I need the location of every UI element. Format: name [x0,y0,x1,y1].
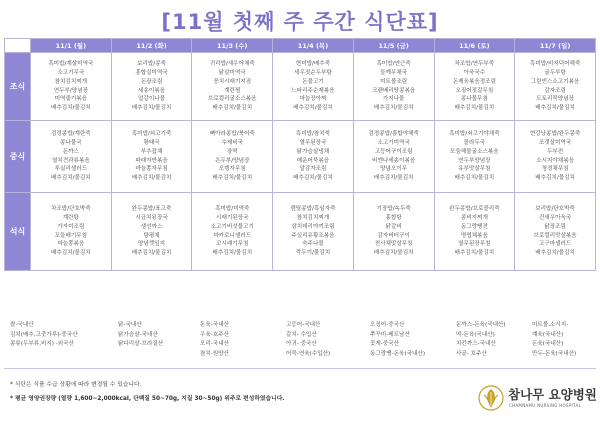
origin-line: 고등어-국내산 [286,322,321,328]
menu-item: 흑미밥/쇠고기야채죽 [449,130,500,137]
origin-line: 참치-원양산 [200,350,230,357]
menu-item: 보리밥/단호박죽 [535,205,575,212]
menu-item: 깍두기/물김치 [295,250,331,257]
menu-item: 배추김치/물김치 [535,105,575,112]
menu-item: 주실리유황조볶음 [291,232,335,239]
menu-item: 배추김치/물김치 [50,175,91,182]
menu-item: 두부전 [547,148,564,155]
menu-item: 얼갈이나물 [138,96,166,103]
menu-cell [515,121,596,193]
menu-item: 배추김치/물김치 [212,250,253,257]
menu-item: 마늘장아찌 [299,96,327,103]
menu-item: 흑미밥/계살미역국 [48,60,94,67]
menu-item: 천사채맛살무침 [374,241,413,248]
origin-line: 우육-호주산 [200,331,230,338]
menu-item: 배추김치/물김치 [293,175,333,182]
menu-item: 모둠해물굴소스볶음 [450,148,499,155]
menu-item: 열치견과류볶음 [51,157,90,164]
menu-item: 삼치데리야끼조림 [291,223,335,230]
menu-item: 검정콩밥/계란죽 [50,130,91,137]
menu-cell [353,53,434,121]
menu-item: 배추김치/물김치 [373,250,414,257]
menu-item: 검정콩밥/흥합야채죽 [368,130,419,137]
meal-row [5,193,596,271]
menu-item: 매운어묵볶음 [296,157,330,164]
menu-item: 흑미밥/연근죽 [376,60,411,67]
origin-line: 미트볼,소시지- [532,322,569,328]
menu-cell [192,53,273,121]
menu-item: 배추김치/물김치 [50,250,91,257]
menu-item: 완두콩밥/브로콜리죽 [449,205,500,212]
menu-item: 배추김치/물김치 [212,175,253,182]
menu-item: 흑미밥/참치죽 [295,130,331,137]
menu-item: 열무된장무침 [458,241,491,248]
menu-cell [192,193,273,271]
origin-line: 쌀-국내산 [10,322,34,328]
menu-item: 꼬들배기무침 [54,232,88,239]
menu-item: 도토리묵양념장 [536,96,575,103]
menu-item: 숙주나물 [302,241,324,248]
title-area [0,6,600,36]
menu-item: 닭장조림 [544,223,566,230]
menu-item: 고구마샐러드 [538,241,572,248]
menu-item: 청경채무침 [541,166,569,173]
menu-item: 소고기미역국 [377,139,410,146]
menu-item: 동그랑땡전 [460,223,488,230]
menu-cell [111,53,192,121]
menu-item: 파래자반볶음 [135,157,168,164]
meal-row [5,121,596,193]
menu-item: 흑미밥/비지덕어해죽 [529,60,581,67]
menu-item: 배추김치/물김치 [535,250,575,257]
origin-line: 아귀- 중국산 [286,341,317,348]
menu-item: 배추김치/물김치 [454,250,495,257]
menu-item: 닭갈비 [385,223,402,230]
day-header: 11/5 (금) [353,39,434,53]
menu-item: 배추김치/물김치 [454,105,495,112]
origin-column [10,321,78,350]
menu-cell [31,193,112,271]
meal-label: 조식 [5,53,31,121]
origin-line: 오리-국내산 [200,341,230,348]
menu-item: 콜라두국 [463,139,486,146]
origin-column [200,321,229,359]
menu-item: 생선까스 [140,223,163,230]
menu-item: 오뎅자무침 [218,166,246,173]
origin-line: 동그랑땡-돈육(국내산) [370,350,426,357]
menu-item: 홍합탕 [385,214,402,221]
meal-label: 석식 [5,193,31,271]
menu-item: 유부맛살무침 [458,166,491,173]
menu-item: 명엽채볶음 [460,232,488,239]
menu-item: 참치김치찌개 [54,78,88,85]
menu-cell [273,121,354,193]
origin-line: 계육(국내산) [532,331,564,338]
origin-line: 떡-돈육(국내산) [456,331,495,338]
origin-line: 콩류(두부류,비지) -외국산 [10,341,74,348]
menu-item: 꼬시래기무침 [216,241,249,248]
menu-item: 배추김치/물김치 [373,105,414,112]
day-header: 11/2 (화) [111,39,192,53]
menu-item: 열무된장국 [299,139,327,146]
menu-cell [111,193,192,271]
menu-item: 배추김치/물김치 [535,175,575,182]
menu-item: 돈까스 [62,148,79,155]
menu-item: 기장밥/녹두죽 [376,205,411,212]
menu-cell [353,193,434,271]
origin-line: 닭가슴살-국내산 [118,331,158,338]
origin-line: 꽃게-중국산 [370,341,400,348]
menu-item: 배추김치/물김치 [454,175,495,182]
menu-item: 콩비지찌개 [460,214,488,221]
menu-item: 차조밥/연두부죽 [454,60,495,67]
menu-cell [192,121,273,193]
menu-item: 마카로니샐러드 [213,232,252,239]
menu-item: 가자미조림 [57,223,85,230]
origin-line: 갈치- 수입산 [286,331,317,338]
menu-item: 콩나물국 [60,139,82,146]
origin-line: 돈까스-돈육(국내산) [456,322,506,328]
menu-item: 건새우아욱국 [538,214,572,221]
menu-item: 크랜베리땅콩볶음 [372,87,416,94]
menu-item: 시금치된장국 [135,214,168,221]
menu-item: 그린빈스소고기볶음 [530,78,580,85]
menu-item: 돈장조림 [140,78,163,85]
menu-item: 굴두부탕 [544,69,566,76]
hospital-logo [478,383,596,417]
menu-item: 계란탕 [62,214,79,221]
menu-item: 아욱국수 [463,69,486,76]
menu-item: 차조밥/단호박죽 [50,205,91,212]
origin-column [370,321,425,359]
origin-line: 돈육-국내산 [200,322,230,328]
menu-item: 수제비국 [221,139,244,146]
menu-item: 흥합실미역국 [135,69,168,76]
menu-item: 배추김치/물김치 [131,105,172,112]
menu-item: 부추잡채 [140,148,163,155]
origin-line: 닭다리살-브라질산 [118,341,164,348]
origin-line: 돈육(국내산) [532,341,564,348]
origin-line: 오징어-중국산 [370,322,405,328]
menu-cell [273,53,354,121]
menu-item: 완두콩밥/표고죽 [131,205,172,212]
corner-cell [5,39,31,53]
menu-item: 조갯살미역국 [538,139,572,146]
menu-item: 배추김치/물김치 [50,105,91,112]
note-nutrition: * 평균 영양권장량 (열량 1,600~2,000kcal, 단백질 50~70g, 지질 30~50g) 위주로 편성하였습니다. [10,396,285,402]
menu-item: 미트볼조림 [380,78,408,85]
menu-item: 흑미밥/쇠고기죽 [131,130,172,137]
menu-cell [111,121,192,193]
menu-item: 배추김치/물김치 [373,175,414,182]
menu-item: 꽁치시래기지짐 [213,78,252,85]
menu-item: 가지나물 [382,96,405,103]
origin-line: 사골- 호주산 [456,350,487,357]
day-header-row [5,39,596,53]
menu-item: 뼈아라콩밥/북어죽 [209,130,255,137]
menu-cell [515,193,596,271]
menu-cell [434,121,515,193]
weekly-menu-table [4,38,596,271]
logo-name: 참나무 요양병원 [508,387,597,402]
menu-item: 계란찜 [224,87,241,94]
menu-item: 렌틸콩밥/흑임자죽 [290,205,336,212]
meal-label: 중식 [5,121,31,193]
day-header: 11/4 (목) [273,39,354,53]
menu-item: 돈불고기 [302,78,324,85]
menu-item: 브로컬리굴소스볶음 [207,96,257,103]
menu-item: 소시지야채볶음 [536,157,575,164]
origin-line: 치킨까스-국내산 [456,341,496,348]
origin-line: 닭-국내산 [118,322,142,328]
menu-cell [273,193,354,271]
notes [10,378,285,406]
day-header: 11/3 (수) [192,39,273,53]
origin-column [118,321,163,350]
menu-cell [434,53,515,121]
menu-item: 닭가슴살냉채 [296,148,330,155]
menu-item: 세송이볶음 [138,87,166,94]
origin-column [286,321,330,359]
day-header: 11/6 (토) [434,39,515,53]
origin-column [456,321,506,359]
menu-item: 루실리샐러드 [54,166,88,173]
menu-item: 양념깻잎지 [138,241,166,248]
oak-leaf-icon [478,385,504,411]
day-header: 11/7 (일) [515,39,596,53]
menu-item: 배추김치/물김치 [131,250,172,257]
menu-item: 배추김치/물김치 [212,105,253,112]
origin-info [4,319,596,369]
menu-item: 알감자조림 [299,166,327,173]
origin-line: 쭈꾸미-베트남산 [370,331,410,338]
menu-item: 닭살미역국 [218,69,246,76]
menu-item: 새우젓순두부탕 [294,69,332,76]
menu-item: 현강낭콩밥/완두콩죽 [529,130,581,137]
menu-item: 현미밥/배추죽 [295,60,331,67]
menu-item: 연두부/양념장 [53,87,88,94]
menu-item: 황태국 [143,139,160,146]
menu-item: 마늘쫑자무침 [135,166,168,173]
menu-item: 고등어구이조림 [374,148,413,155]
menu-item: 소고기버섯불고기 [210,223,254,230]
page-title: [11월 첫째 주 주간 식단표] [161,10,439,34]
menu-item: 오징어젓갈무침 [455,87,494,94]
menu-item: 비엔나세송이볶음 [372,157,416,164]
day-header: 11/1 (월) [31,39,112,53]
menu-item: 은두부/양념장 [215,157,250,164]
menu-item: 시래기된장국 [216,214,249,221]
menu-item: 브로컬리맛살볶음 [533,232,577,239]
menu-item: 소고기무국 [57,69,85,76]
menu-item: 보리밥/콩죽 [137,60,166,67]
menu-item: 흑미밥/미역죽 [215,205,250,212]
meal-row [5,53,596,121]
menu-item: 감자조림 [544,87,566,94]
menu-item: 배추김치/물김치 [293,105,333,112]
menu-item: 양념오이무 [380,166,408,173]
menu-item: 연두부양념장 [458,157,491,164]
menu-item: 귀리밥/새우야채죽 [209,60,255,67]
menu-item: 콩나물무침 [460,96,488,103]
menu-cell [31,121,112,193]
logo-subtitle: CHAMNAMU NURSING HOSPITAL [509,403,582,408]
menu-item: 미역줄기볶음 [54,96,88,103]
menu-item: 마늘쫑볶음 [57,241,85,248]
menu-item: 감자버터구이 [377,232,410,239]
menu-cell [434,193,515,271]
menu-cell [515,53,596,121]
menu-cell [31,53,112,121]
note-change: * 식단은 식품 수급 상황에 따라 변경될 수 있습니다. [10,382,142,388]
menu-item: 들깨무채국 [380,69,408,76]
origin-line: 만두-돈육(국내산) [532,350,577,357]
menu-item: 배추김치/물김치 [131,175,172,182]
menu-item: 느타리주순제볶음 [291,87,335,94]
origin-line: 어묵-연육(수입산) [286,350,331,357]
menu-item: 탕평채 [143,232,160,239]
menu-cell [353,121,434,193]
menu-item: 장떡 [226,148,238,155]
origin-column [532,321,576,359]
menu-item: 돈제육볶음정조림 [452,78,496,85]
menu-item: 참치김치찌개 [296,214,330,221]
origin-line: 김치(배추,고춧가루)-중국산 [10,331,78,338]
